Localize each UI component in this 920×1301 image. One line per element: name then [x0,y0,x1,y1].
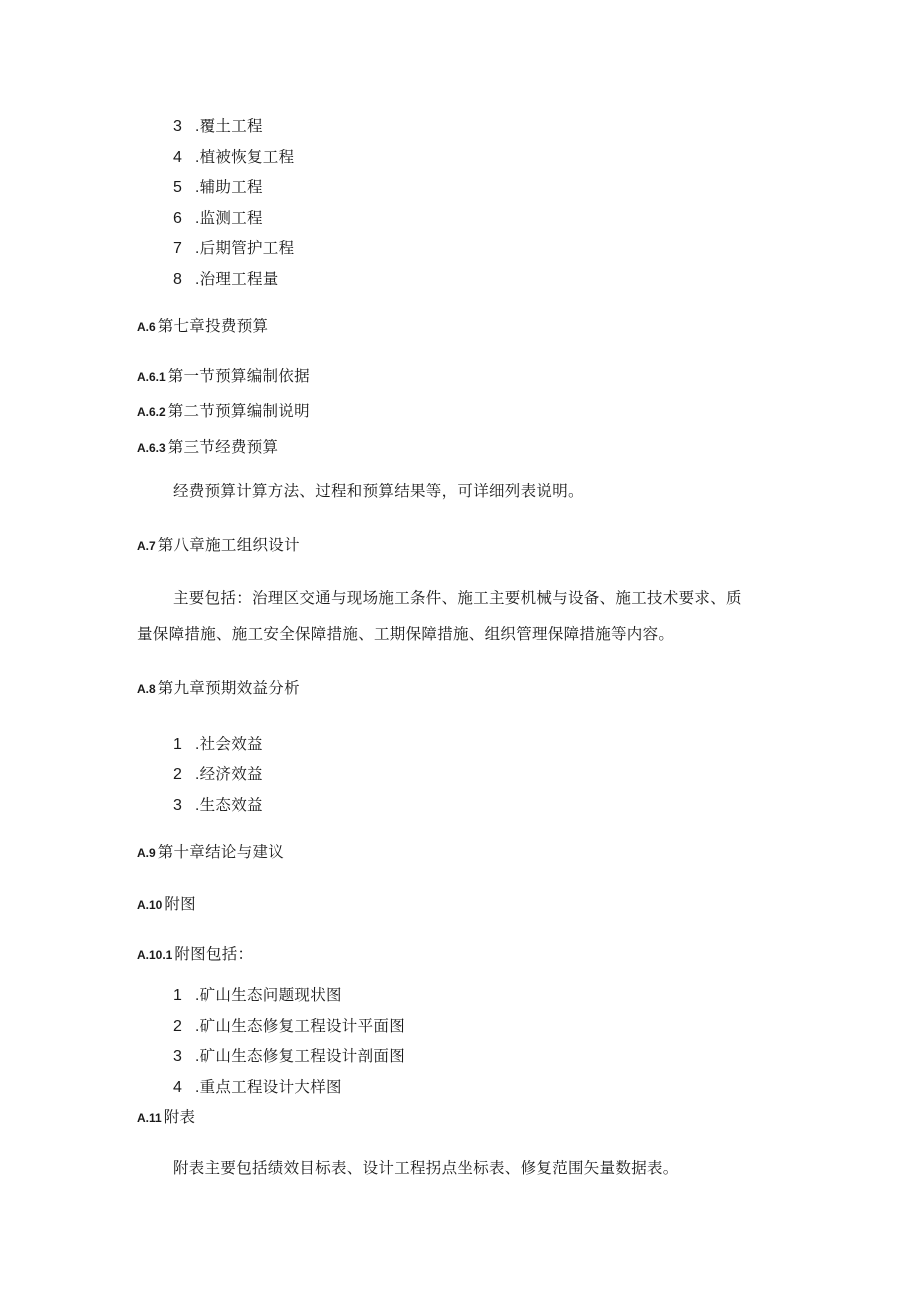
section-title: 第三节经费预算 [167,438,279,456]
item-separator: . [195,1048,200,1065]
item-number: 3 [173,118,183,135]
list-item [173,177,263,198]
paragraph-tables: 附表主要包括绩效目标表、设计工程拐点坐标表、修复范围矢量数据表。 [173,1159,679,1177]
section-number: A.8 [137,682,156,696]
section-title: 第七章投费预算 [157,317,269,335]
section-heading-a10 [137,894,196,915]
list-item [173,147,294,168]
item-text: 矿山生态问题现状图 [199,986,342,1004]
list-item [173,116,263,137]
item-text: 生态效益 [199,796,263,814]
section-title: 第八章施工组织设计 [157,536,300,554]
item-number: 4 [173,149,183,166]
section-heading-a10-1 [137,944,253,965]
item-number: 4 [173,1079,183,1096]
section-number: A.6.2 [137,405,166,419]
section-number: A.11 [137,1111,162,1125]
section-number: A.6.1 [137,370,166,384]
paragraph-budget: 经费预算计算方法、过程和预算结果等，可详细列表说明。 [173,482,584,500]
section-title: 第二节预算编制说明 [167,402,310,420]
list-item [173,1077,342,1098]
item-separator: . [195,736,200,753]
item-separator: . [195,271,200,288]
item-number: 3 [173,797,183,814]
section-number: A.10 [137,898,163,912]
item-text: 社会效益 [199,735,263,753]
section-number: A.6 [137,320,156,334]
section-heading-a6-2 [137,401,310,422]
item-text: 覆土工程 [199,117,263,135]
section-title: 第十章结论与建议 [157,843,285,861]
item-text: 监测工程 [199,209,263,227]
item-number: 7 [173,240,183,257]
item-number: 2 [173,766,183,783]
item-separator: . [195,797,200,814]
item-number: 8 [173,271,183,288]
section-number: A.9 [137,846,156,860]
item-number: 5 [173,179,183,196]
item-text: 矿山生态修复工程设计平面图 [199,1017,406,1035]
item-text: 矿山生态修复工程设计剖面图 [199,1047,406,1065]
list-item [173,1016,405,1037]
list-item [173,1046,405,1067]
section-heading-a7 [137,535,300,556]
section-number: A.10.1 [137,948,173,962]
item-separator: . [195,1018,200,1035]
section-title: 附表 [163,1108,196,1126]
item-separator: . [195,179,200,196]
section-heading-a11 [137,1107,195,1128]
paragraph-construction-line-1: 主要包括：治理区交通与现场施工条件、施工主要机械与设备、施工技术要求、质 [173,589,742,607]
item-separator: . [195,240,200,257]
item-text: 重点工程设计大样图 [199,1078,342,1096]
paragraph-construction-line-2: 量保障措施、施工安全保障措施、工期保障措施、组织管理保障措施等内容。 [137,625,675,643]
section-title: 第一节预算编制依据 [167,367,310,385]
section-number: A.6.3 [137,441,166,455]
item-separator: . [195,149,200,166]
item-number: 3 [173,1048,183,1065]
section-title: 附图 [164,895,196,913]
list-item [173,764,263,785]
item-separator: . [195,118,200,135]
list-item [173,795,263,816]
list-item [173,238,294,259]
item-number: 6 [173,210,183,227]
item-separator: . [195,987,200,1004]
section-title: 附图包括： [174,945,254,963]
item-text: 治理工程量 [199,270,279,288]
item-text: 辅助工程 [199,178,263,196]
list-item [173,208,263,229]
section-heading-a9 [137,842,284,863]
section-number: A.7 [137,539,156,553]
item-number: 1 [173,987,183,1004]
section-heading-a6-1 [137,366,310,387]
section-heading-a8 [137,678,300,699]
section-heading-a6 [137,316,268,337]
item-number: 2 [173,1018,183,1035]
item-separator: . [195,1079,200,1096]
item-text: 经济效益 [199,765,263,783]
list-item [173,269,279,290]
item-separator: . [195,766,200,783]
item-separator: . [195,210,200,227]
section-heading-a6-3 [137,437,278,458]
item-text: 植被恢复工程 [199,148,295,166]
item-text: 后期管护工程 [199,239,295,257]
list-item [173,985,342,1006]
list-item [173,734,263,755]
item-number: 1 [173,736,183,753]
section-title: 第九章预期效益分析 [157,679,300,697]
